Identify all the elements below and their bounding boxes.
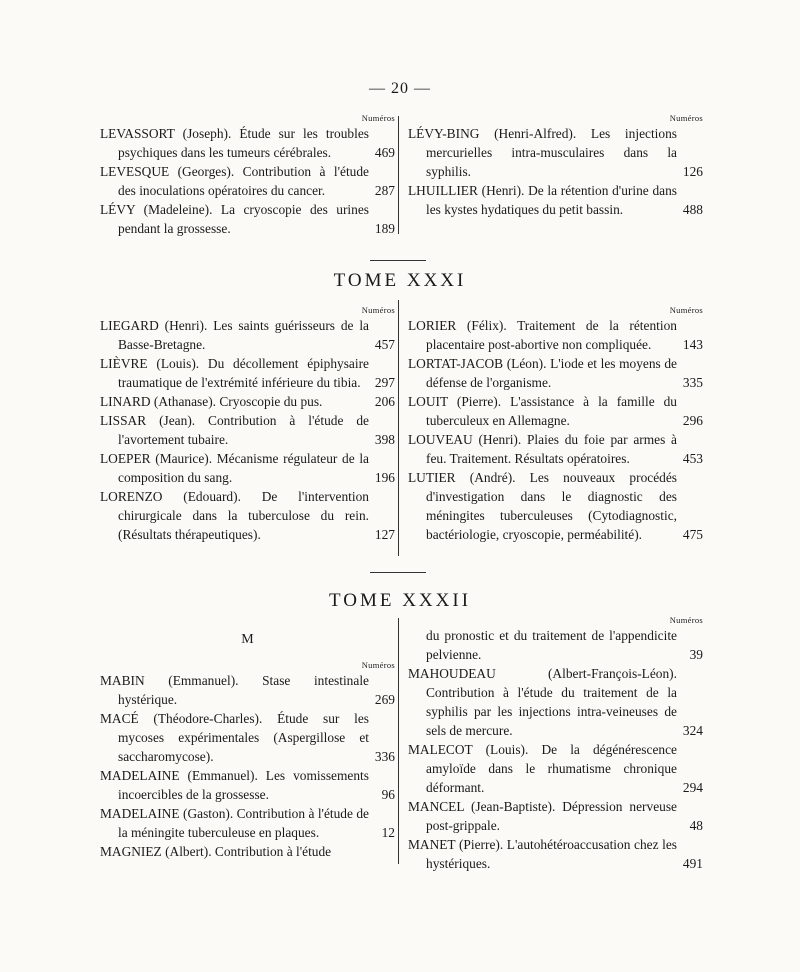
entry-number: 48 [689,818,703,833]
entry-text: MANCEL (Jean-Baptiste). Dépression nerveuse post-grippale. [408,799,677,833]
left-column [100,112,395,238]
entry-text: LHUILLIER (Henri). De la rétention d'urine dans les kystes hydatiques du petit bassin. [408,183,677,217]
entry-text: MACÉ (Théodore-Charles). Étude sur les mycoses expérimentales (Aspergillose et saccharomycose). [100,711,369,764]
entry-text: LORENZO (Edouard). De l'intervention chirurgicale dans la tuberculose du rein. (Résultats thérapeutiques). [100,489,369,542]
entry-text: LEVASSORT (Joseph). Étude sur les troubles psychiques dans les tumeurs cérébrales. [100,126,369,160]
entry-text: MANET (Pierre). L'autohétéroaccusation chez les hystériques. [408,837,677,871]
numeros-label: Numéros [361,305,395,315]
entry-number: 143 [682,337,703,352]
index-entry [100,354,395,392]
entry-text: LEVESQUE (Georges). Contribution à l'étude des inoculations opératoires du cancer. [100,164,369,198]
index-entry [408,626,703,664]
entry-text: LÉVY (Madeleine). La cryoscopie des urines pendant la grossesse. [100,202,369,236]
index-entry [100,200,395,238]
entry-text: LOEPER (Maurice). Mécanisme régulateur de la composition du sang. [100,451,369,485]
entry-number: 469 [374,145,395,160]
entry-number: 336 [374,749,395,764]
entry-number: 296 [682,413,703,428]
entry-text: MADELAINE (Emmanuel). Les vomissements incoercibles de la grossesse. [100,768,369,802]
entry-number: 196 [374,470,395,485]
index-entry [100,316,395,354]
entry-number: 12 [381,825,395,840]
numeros-label: Numéros [669,615,703,625]
entry-number: 39 [689,647,703,662]
section-divider [370,260,426,261]
entry-text: MADELAINE (Gaston). Contribution à l'étude de la méningite tuberculeuse en plaques. [100,806,369,840]
entry-number: 189 [374,221,395,236]
index-entry [100,449,395,487]
section-divider [370,572,426,573]
left-column [100,304,395,544]
right-column [408,304,703,544]
entry-number: 127 [374,527,395,542]
entry-number: 206 [374,394,395,409]
entry-number: 475 [682,527,703,542]
right-column [408,112,703,219]
index-entry [100,842,395,861]
index-entry [100,671,395,709]
entry-text: LÉVY-BING (Henri-Alfred). Les injections mercurielles intra-musculaires dans la syphilis. [408,126,677,179]
index-entry [100,392,395,411]
tome-heading: TOME XXXII [328,590,472,611]
entry-text: MABIN (Emmanuel). Stase intestinale hystérique. [100,673,369,707]
entry-number: 457 [374,337,395,352]
entry-text: du pronostic et du traitement de l'appendicite pelvienne. [426,628,677,662]
entry-number: 126 [682,164,703,179]
index-entry [100,411,395,449]
entry-number: 488 [682,202,703,217]
entry-number: 96 [381,787,395,802]
page-number: — 20 — [369,80,431,97]
entry-text: LIÈVRE (Louis). Du décollement épiphysaire traumatique de l'extrémité inférieure du tibia. [100,356,369,390]
index-entry [100,162,395,200]
entry-text: LORIER (Félix). Traitement de la rétention placentaire post-abortive non compliquée. [408,318,677,352]
entry-text: LORTAT-JACOB (Léon). L'iode et les moyens de défense de l'organisme. [408,356,677,390]
index-letter: M [241,632,254,647]
entry-number: 453 [682,451,703,466]
entry-text: LOUVEAU (Henri). Plaies du foie par armes à feu. Traitement. Résultats opératoires. [408,432,677,466]
index-entry [100,766,395,804]
right-column [408,614,703,873]
index-entry [100,487,395,544]
entry-text: MALECOT (Louis). De la dégénérescence amyloïde dans le rhumatisme chronique déformant. [408,742,677,795]
entry-text: MAGNIEZ (Albert). Contribution à l'étude [100,844,332,859]
index-entry [408,354,703,392]
column-divider [398,300,399,556]
index-entry [408,664,703,740]
entry-number: 491 [682,856,703,871]
index-entry [100,709,395,766]
column-divider [398,618,399,864]
entry-text: MAHOUDEAU (Albert-François-Léon). Contribution à l'étude du traitement de la syphilis par les injections intra-veineuses de sels de mercure. [408,666,677,738]
index-entry [408,430,703,468]
index-entry [408,392,703,430]
entry-number: 335 [682,375,703,390]
numeros-label: Numéros [669,305,703,315]
column-divider [398,116,399,234]
entry-text: LINARD (Athanase). Cryoscopie du pus. [100,394,323,409]
entry-number: 269 [374,692,395,707]
index-entry [408,124,703,181]
index-entry [100,804,395,842]
entry-number: 324 [682,723,703,738]
entry-text: LISSAR (Jean). Contribution à l'étude de l'avortement tubaire. [100,413,369,447]
numeros-label: Numéros [361,660,395,670]
entry-number: 294 [682,780,703,795]
index-entry [408,181,703,219]
entry-number: 287 [374,183,395,198]
entry-text: LUTIER (André). Les nouveaux procédés d'investigation dans le diagnostic des méningites tuberculeuses (Cytodiagnostic, bactériologie, cryoscopie, perméabilité). [408,470,677,542]
left-column [100,614,395,861]
index-entry [408,797,703,835]
entry-number: 297 [374,375,395,390]
index-entry [408,468,703,544]
index-entry [100,124,395,162]
numeros-label: Numéros [669,113,703,123]
index-entry [408,316,703,354]
entry-text: LIEGARD (Henri). Les saints guérisseurs de la Basse-Bretagne. [100,318,369,352]
entry-number: 398 [374,432,395,447]
entry-text: LOUIT (Pierre). L'assistance à la famille du tuberculeux en Allemagne. [408,394,677,428]
numeros-label: Numéros [361,113,395,123]
tome-heading: TOME XXXI [333,270,467,291]
index-entry [408,835,703,873]
index-entry [408,740,703,797]
